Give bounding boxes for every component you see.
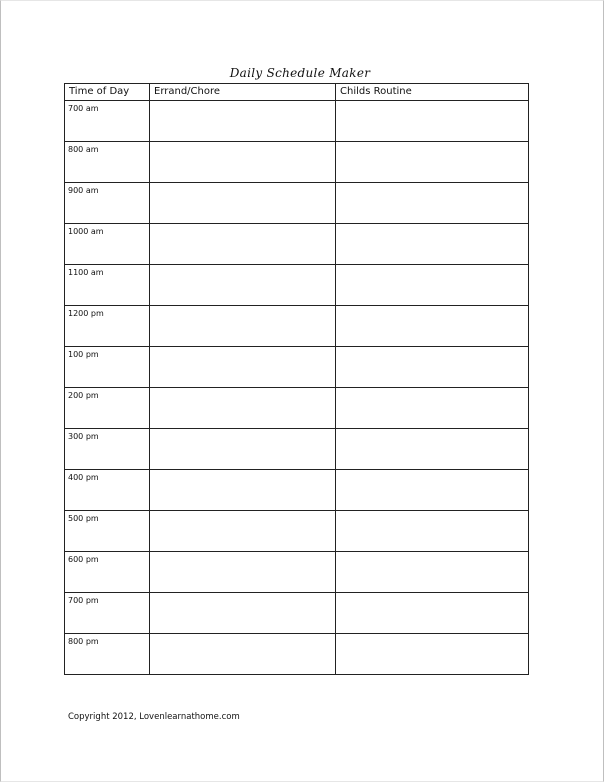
time-cell	[65, 593, 150, 634]
column-header-errand: Errand/Chore	[150, 84, 336, 101]
table-row	[65, 347, 529, 388]
table-row	[65, 429, 529, 470]
errand-cell	[150, 183, 336, 224]
errand-cell	[150, 511, 336, 552]
time-label: 1100 am	[68, 268, 104, 277]
table-row	[65, 306, 529, 347]
copyright-text: Copyright 2012, Lovenlearnathome.com	[68, 712, 240, 722]
routine-cell	[336, 429, 529, 470]
page-title: Daily Schedule Maker	[229, 66, 371, 80]
time-cell	[65, 388, 150, 429]
time-cell	[65, 511, 150, 552]
time-cell	[65, 552, 150, 593]
table-row	[65, 593, 529, 634]
time-label: 1000 am	[68, 227, 104, 236]
time-cell	[65, 265, 150, 306]
errand-cell	[150, 101, 336, 142]
time-cell	[65, 470, 150, 511]
column-header-routine: Childs Routine	[336, 84, 529, 101]
table-row	[65, 511, 529, 552]
routine-cell	[336, 306, 529, 347]
routine-cell	[336, 265, 529, 306]
time-label: 200 pm	[68, 391, 99, 400]
errand-cell	[150, 634, 336, 675]
time-cell	[65, 306, 150, 347]
table-row	[65, 388, 529, 429]
routine-cell	[336, 183, 529, 224]
routine-cell	[336, 593, 529, 634]
schedule-body	[65, 101, 529, 675]
errand-cell	[150, 388, 336, 429]
errand-cell	[150, 142, 336, 183]
routine-cell	[336, 101, 529, 142]
routine-cell	[336, 470, 529, 511]
errand-cell	[150, 265, 336, 306]
time-label: 300 pm	[68, 432, 99, 441]
table-row	[65, 183, 529, 224]
time-cell	[65, 429, 150, 470]
time-cell	[65, 101, 150, 142]
routine-cell	[336, 142, 529, 183]
routine-cell	[336, 511, 529, 552]
table-row	[65, 142, 529, 183]
time-label: 600 pm	[68, 555, 99, 564]
routine-cell	[336, 347, 529, 388]
header-row	[65, 84, 529, 101]
time-label: 100 pm	[68, 350, 99, 359]
time-cell	[65, 634, 150, 675]
schedule-table	[64, 83, 529, 675]
errand-cell	[150, 224, 336, 265]
table-row	[65, 265, 529, 306]
errand-cell	[150, 552, 336, 593]
time-label: 1200 pm	[68, 309, 104, 318]
time-label: 800 am	[68, 145, 99, 154]
time-cell	[65, 224, 150, 265]
routine-cell	[336, 388, 529, 429]
time-label: 400 pm	[68, 473, 99, 482]
column-header-time: Time of Day	[65, 84, 150, 101]
table-row	[65, 101, 529, 142]
routine-cell	[336, 224, 529, 265]
routine-cell	[336, 552, 529, 593]
time-label: 700 pm	[68, 596, 99, 605]
table-row	[65, 224, 529, 265]
table-row	[65, 470, 529, 511]
time-label: 800 pm	[68, 637, 99, 646]
errand-cell	[150, 306, 336, 347]
time-cell	[65, 142, 150, 183]
errand-cell	[150, 429, 336, 470]
errand-cell	[150, 593, 336, 634]
time-label: 500 pm	[68, 514, 99, 523]
errand-cell	[150, 470, 336, 511]
routine-cell	[336, 634, 529, 675]
table-row	[65, 634, 529, 675]
errand-cell	[150, 347, 336, 388]
time-cell	[65, 183, 150, 224]
time-label: 900 am	[68, 186, 99, 195]
time-label: 700 am	[68, 104, 99, 113]
time-cell	[65, 347, 150, 388]
table-row	[65, 552, 529, 593]
